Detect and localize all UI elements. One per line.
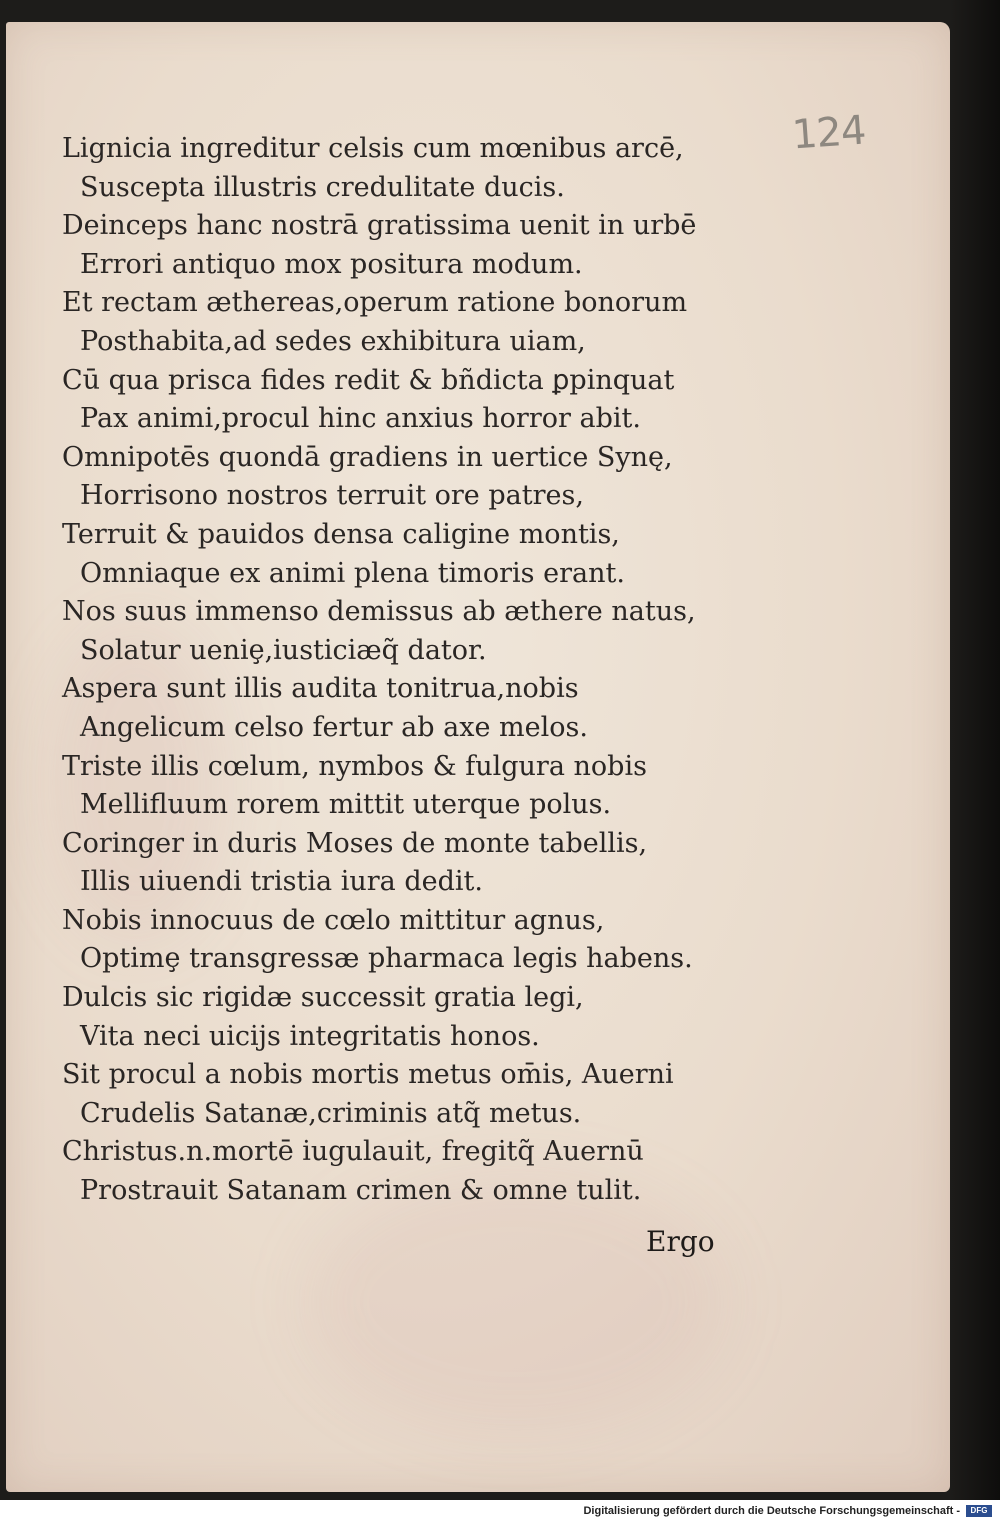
verse-line: Crudelis Satanæ,criminis atq̃ metus.	[80, 1097, 582, 1129]
verse-line: Mellifluum rorem mittit uterque polus.	[80, 789, 612, 821]
verse-line: Sit procul a nobis mortis metus om̄is, Auerni	[62, 1059, 674, 1091]
dfg-logo-icon: DFG	[966, 1505, 992, 1517]
verse-line: Errori antiquo mox positura modum.	[80, 248, 583, 280]
verse-line: Suscepta illustris credulitate ducis.	[80, 171, 565, 203]
verse-line: Et rectam æthereas,operum ratione bonorum	[62, 287, 688, 319]
verse-line: Christus.n.mortē iugulauit, fregitq̃ Auernū	[62, 1136, 644, 1168]
footer-bar	[0, 1500, 1000, 1523]
verse-line: Triste illis cœlum, nymbos & fulgura nobis	[62, 750, 647, 782]
page-number: 124	[790, 107, 867, 159]
verse-text	[54, 130, 774, 1211]
verse-line: Lignicia ingreditur celsis cum mœnibus arcē,	[62, 133, 684, 164]
catchword: Ergo	[646, 1225, 715, 1258]
verse-line: Horrisono nostros terruit ore patres,	[80, 480, 584, 512]
verse-line: Omnipotēs quondā gradiens in uertice Synę,	[62, 441, 673, 473]
verse-line: Omniaque ex animi plena timoris erant.	[80, 557, 625, 589]
verse-line: Deinceps hanc nostrā gratissima uenit in urbē	[62, 210, 697, 242]
verse-line: Dulcis sic rigidæ successit gratia legi,	[62, 982, 584, 1014]
verse-line: Angelicum celso fertur ab axe melos.	[80, 711, 588, 743]
verse-line: Nobis innocuus de cœlo mittitur agnus,	[62, 904, 605, 936]
verse-line: Cū qua prisca fides redit & bñdicta ꝑpinquat	[62, 364, 675, 396]
verse-line: Vita neci uicijs integritatis honos.	[80, 1020, 540, 1052]
funding-credit: Digitalisierung gefördert durch die Deutsche Forschungsgemeinschaft -	[583, 1505, 960, 1517]
book-page	[6, 22, 950, 1492]
verse-line: Optimȩ transgressæ pharmaca legis habens.	[80, 943, 693, 975]
verse-line: Prostrauit Satanam crimen & omne tulit.	[80, 1175, 642, 1207]
verse-line: Pax animi,procul hinc anxius horror abit.	[80, 403, 641, 435]
verse-line: Posthabita,ad sedes exhibitura uiam,	[80, 325, 586, 357]
verse-line: Aspera sunt illis audita tonitrua,nobis	[62, 673, 579, 705]
verse-line: Solatur ueniȩ,iusticiæq̃ dator.	[80, 634, 487, 666]
page-stain	[306, 1172, 726, 1432]
scan-edge	[950, 0, 1000, 1500]
verse-line: Coringer in duris Moses de monte tabellis,	[62, 827, 648, 859]
verse-line: Illis uiuendi tristia iura dedit.	[80, 866, 483, 898]
verse-line: Terruit & pauidos densa caligine montis,	[62, 518, 620, 550]
verse-line: Nos suus immenso demissus ab æthere natus,	[62, 596, 696, 628]
